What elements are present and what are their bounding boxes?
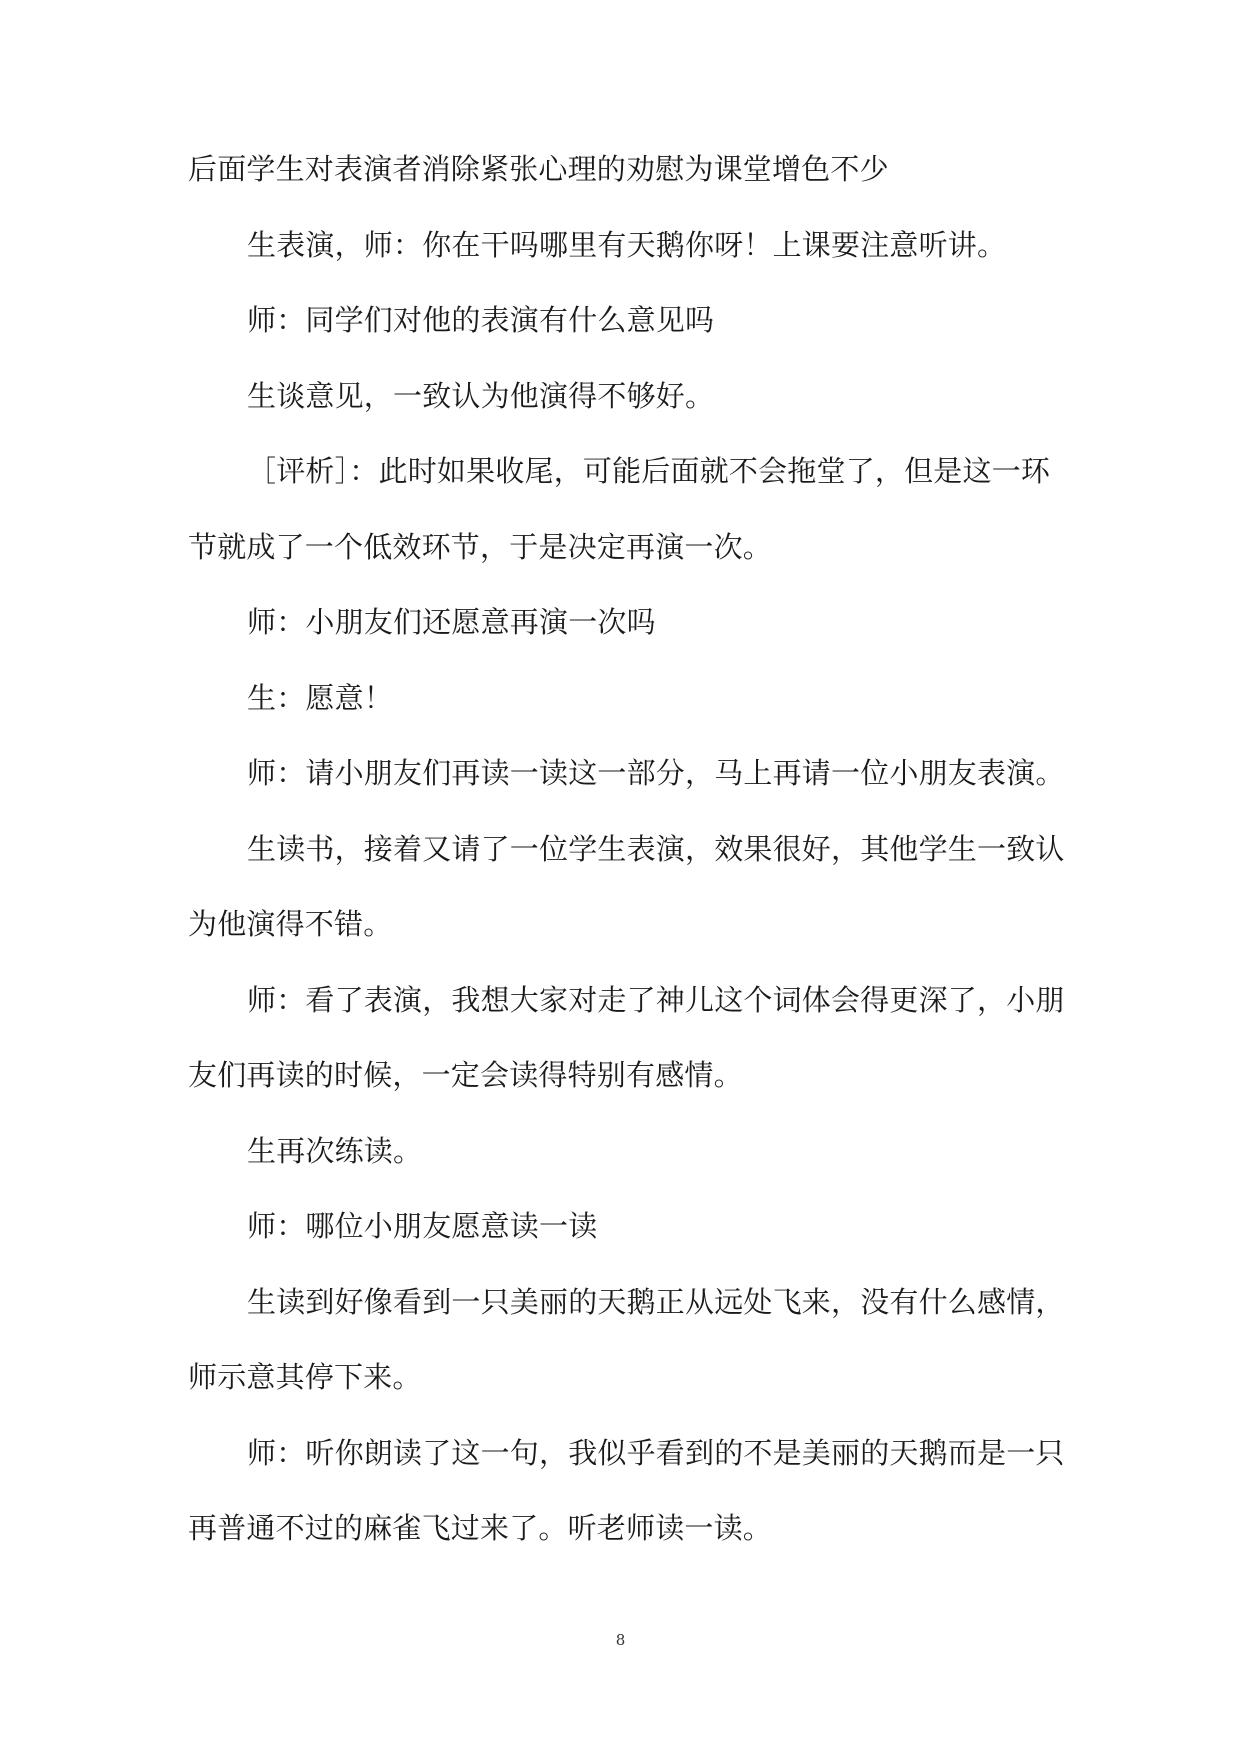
text-line-15: 师：哪位小朋友愿意读一读	[247, 1209, 598, 1243]
text-line-8: 生：愿意！	[247, 681, 394, 715]
text-line-2: 生表演，师：你在干吗哪里有天鹅你呀！上课要注意听讲。	[247, 228, 1007, 262]
text-line-6: 节就成了一个低效环节，于是决定再演一次。	[188, 530, 773, 564]
text-line-1: 后面学生对表演者消除紧张心理的劝慰为课堂增色不少	[188, 152, 889, 186]
text-line-18: 师：听你朗读了这一句，我似乎看到的不是美丽的天鹅而是一只	[247, 1436, 1065, 1470]
text-line-17: 师示意其停下来。	[188, 1360, 422, 1394]
text-line-3: 师：同学们对他的表演有什么意见吗	[247, 303, 715, 337]
text-line-9: 师：请小朋友们再读一读这一部分，马上再请一位小朋友表演。	[247, 756, 1065, 790]
page-number: 8	[615, 1631, 626, 1649]
text-line-7: 师：小朋友们还愿意再演一次吗	[247, 605, 656, 639]
text-line-12: 师：看了表演，我想大家对走了神儿这个词体会得更深了，小朋	[247, 983, 1065, 1017]
text-line-19: 再普通不过的麻雀飞过来了。听老师读一读。	[188, 1511, 773, 1545]
text-line-10: 生读书，接着又请了一位学生表演，效果很好，其他学生一致认	[247, 832, 1065, 866]
text-line-11: 为他演得不错。	[188, 907, 393, 941]
text-line-14: 生再次练读。	[247, 1134, 423, 1168]
text-line-16: 生读到好像看到一只美丽的天鹅正从远处飞来，没有什么感情，	[247, 1285, 1065, 1319]
text-line-13: 友们再读的时候，一定会读得特别有感情。	[188, 1058, 743, 1092]
text-line-5: ［评析］：此时如果收尾，可能后面就不会拖堂了，但是这一环	[247, 454, 1051, 488]
text-line-4: 生谈意见，一致认为他演得不够好。	[247, 379, 715, 413]
